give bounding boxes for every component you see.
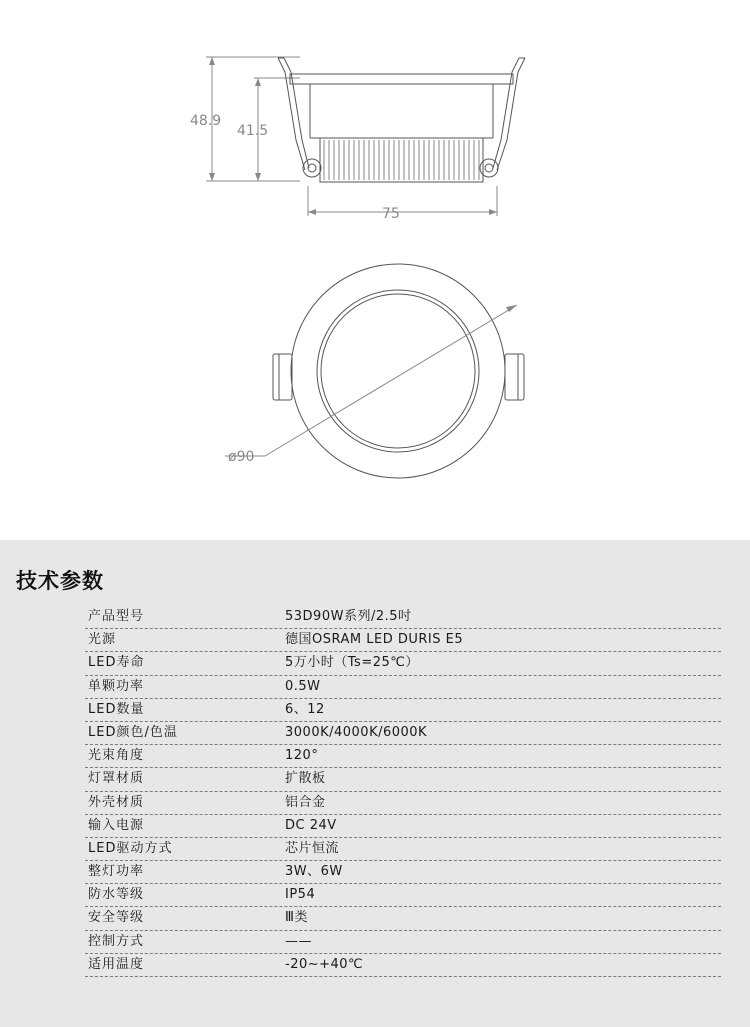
spec-label: 单颗功率: [88, 678, 145, 694]
spec-value: 德国OSRAM LED DURIS E5: [285, 632, 464, 648]
spec-label: 适用温度: [88, 956, 145, 972]
spec-value: 5万小时（Ts=25℃）: [285, 655, 419, 671]
spec-label: 控制方式: [88, 933, 145, 949]
spec-row: [85, 652, 721, 675]
spec-row: [85, 907, 721, 930]
spec-value: 6、12: [285, 701, 325, 717]
spec-value: 53D90W系列/2.5吋: [285, 609, 412, 624]
spec-value: IP54: [285, 887, 316, 903]
spec-table: [85, 606, 721, 977]
spec-title: 技术参数: [16, 569, 104, 593]
spec-row: [85, 815, 721, 838]
spec-label: 灯罩材质: [88, 771, 145, 787]
spec-row: [85, 722, 721, 745]
height-body-label: 41.5: [237, 123, 269, 139]
spec-value: ——: [285, 933, 312, 949]
spec-value: -20~+40℃: [285, 956, 364, 972]
spec-value: DC 24V: [285, 817, 337, 833]
spec-label: LED颜色/色温: [88, 724, 178, 740]
spec-label: 输入电源: [88, 817, 145, 833]
spec-label: LED驱动方式: [88, 840, 173, 856]
spec-row: [85, 768, 721, 791]
spec-label: LED数量: [88, 701, 145, 717]
spec-value: 0.5W: [285, 678, 321, 694]
spec-label: 防水等级: [88, 887, 145, 903]
spec-value: Ⅲ类: [285, 910, 308, 926]
spec-value: 3000K/4000K/6000K: [285, 724, 428, 740]
spec-value: 芯片恒流: [285, 840, 340, 856]
spec-row: [85, 629, 721, 652]
spec-label: 外壳材质: [88, 794, 145, 810]
spec-label: 产品型号: [88, 609, 145, 624]
spec-label: 光束角度: [88, 748, 145, 764]
spec-row: [85, 838, 721, 861]
spec-value: 扩散板: [285, 771, 326, 787]
spec-row: [85, 954, 721, 977]
spec-value: 3W、6W: [285, 864, 343, 880]
spec-row: [85, 861, 721, 884]
heatsink-fins: [324, 140, 479, 180]
height-total-label: 48.9: [190, 113, 222, 129]
spec-value: 铝合金: [285, 794, 326, 810]
spec-value: 120°: [285, 748, 319, 764]
width-label: 75: [382, 206, 400, 222]
spec-label: LED寿命: [88, 655, 145, 671]
spec-row: [85, 792, 721, 815]
diameter-label: ø90: [228, 449, 255, 465]
spec-row: [85, 699, 721, 722]
spec-row: [85, 676, 721, 699]
spec-label: 整灯功率: [88, 864, 145, 880]
spec-row: [85, 606, 721, 629]
spec-row: [85, 884, 721, 907]
spec-label: 安全等级: [88, 910, 145, 926]
spec-row: [85, 745, 721, 768]
spec-panel: [0, 540, 750, 1027]
spec-label: 光源: [88, 632, 117, 648]
spec-row: [85, 931, 721, 954]
